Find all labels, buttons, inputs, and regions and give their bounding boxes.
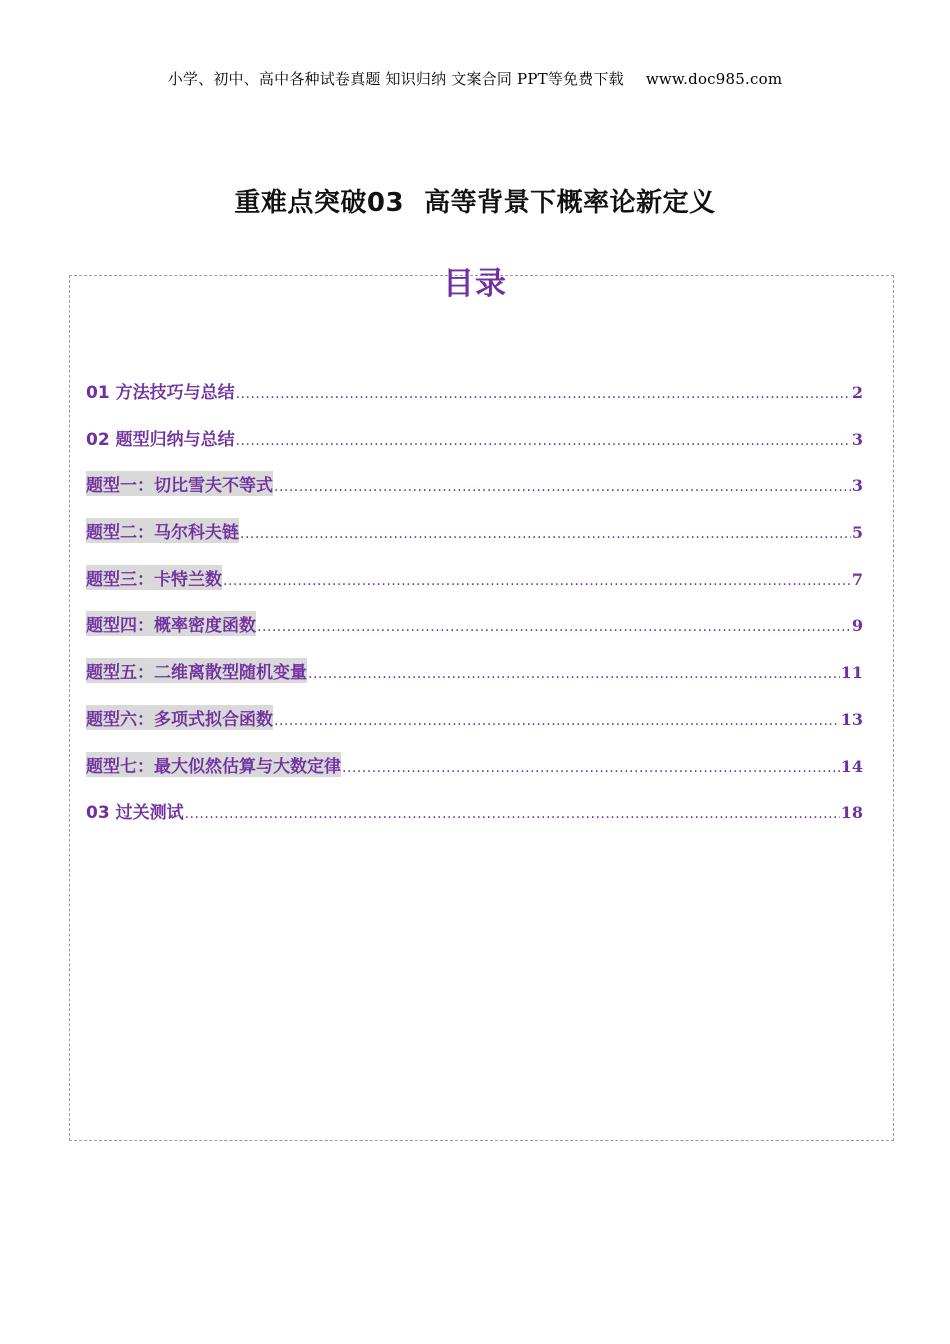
toc-item[interactable] — [86, 798, 863, 845]
toc-item-page: 3 — [851, 429, 863, 449]
toc-leader-dots — [274, 479, 851, 495]
toc-item-label: 题型三：卡特兰数 — [86, 565, 222, 590]
toc-item-label: 题型七：最大似然估算与大数定律 — [86, 752, 341, 777]
toc-item[interactable] — [86, 658, 863, 705]
toc-item-page: 9 — [851, 616, 863, 636]
toc-item-label: 题型一：切比雪夫不等式 — [86, 471, 273, 496]
toc-item-label: 02 题型归纳与总结 — [86, 429, 235, 450]
toc-item[interactable] — [86, 378, 863, 425]
toc-item[interactable] — [86, 752, 863, 799]
toc-item-page: 2 — [851, 383, 863, 402]
header-tagline: 小学、初中、高中各种试卷真题 知识归纳 文案合同 PPT等免费下载 — [167, 70, 624, 88]
toc-item-label: 题型五：二维离散型随机变量 — [86, 658, 307, 683]
toc-item-page: 18 — [840, 803, 863, 823]
toc-item[interactable] — [86, 471, 863, 518]
toc-leader-dots — [342, 760, 840, 776]
toc-item[interactable] — [86, 425, 863, 472]
toc-item-page: 3 — [851, 476, 863, 496]
toc-heading: 目录 — [443, 266, 507, 302]
toc-item-page: 14 — [840, 756, 863, 776]
document-title-part1: 重难点突破03 — [234, 188, 405, 218]
toc-item-label: 题型六：多项式拟合函数 — [86, 705, 273, 730]
toc-item-label: 01 方法技巧与总结 — [86, 383, 235, 403]
toc-item-page: 11 — [840, 663, 863, 683]
toc-item-label: 题型二：马尔科夫链 — [86, 518, 239, 543]
toc-item-page: 13 — [840, 709, 863, 729]
document-title — [0, 182, 950, 219]
toc-item-label: 03 过关测试 — [86, 803, 184, 824]
toc-leader-dots — [236, 433, 851, 449]
toc-leader-dots — [236, 386, 851, 402]
toc-item[interactable] — [86, 705, 863, 752]
toc-item-page: 5 — [851, 523, 863, 543]
header-site-link[interactable]: www.doc985.com — [645, 70, 783, 88]
page-header — [0, 68, 950, 89]
toc-leader-dots — [240, 526, 851, 542]
toc-item[interactable] — [86, 565, 863, 612]
toc-item[interactable] — [86, 518, 863, 565]
document-title-part2: 高等背景下概率论新定义 — [424, 188, 716, 218]
toc-list — [86, 378, 863, 845]
toc-leader-dots — [274, 713, 840, 729]
toc-item[interactable] — [86, 611, 863, 658]
toc-leader-dots — [257, 619, 851, 635]
toc-leader-dots — [223, 573, 851, 589]
toc-leader-dots — [308, 666, 840, 682]
toc-item-page: 7 — [851, 569, 863, 589]
toc-leader-dots — [185, 806, 840, 822]
toc-item-label: 题型四：概率密度函数 — [86, 611, 256, 636]
